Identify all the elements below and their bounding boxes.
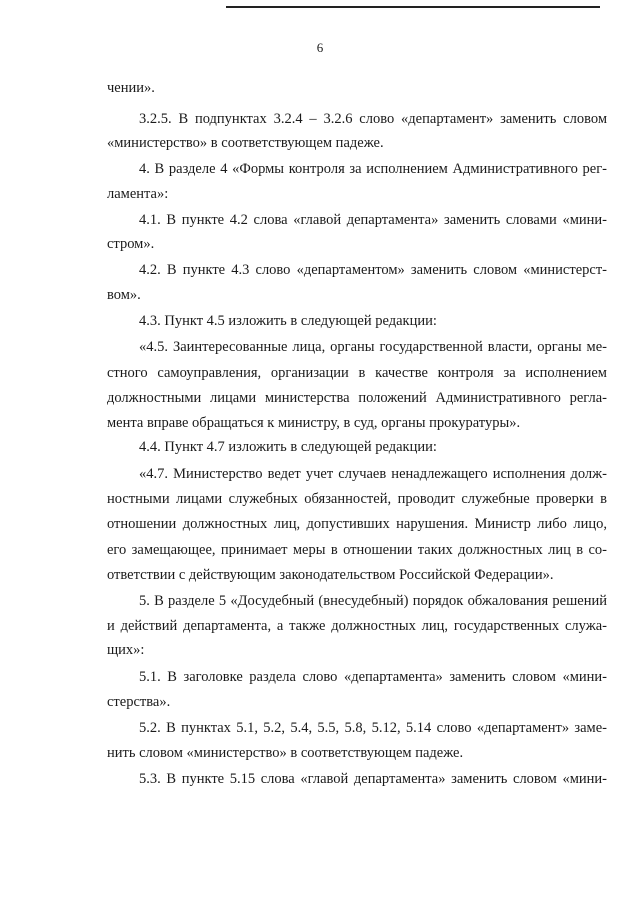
text-line: 5.1. В заголовке раздела слово «департамента» заменить словом «мини-: [139, 669, 607, 685]
text-line: «министерство» в соответствующем падеже.: [107, 135, 384, 151]
text-line: стром».: [107, 236, 155, 252]
text-line: нить словом «министерство» в соответствующем падеже.: [107, 745, 464, 761]
text-line: стерства».: [107, 694, 171, 710]
text-line: 4.1. В пункте 4.2 слова «главой департамента» заменить словами «мини-: [139, 212, 607, 228]
text-line: 4.3. Пункт 4.5 изложить в следующей редакции:: [139, 313, 437, 329]
text-line: 3.2.5. В подпунктах 3.2.4 – 3.2.6 слово «департамент» заменить словом: [139, 111, 607, 127]
text-line: щих»:: [107, 642, 145, 658]
text-line: отношении должностных лиц, допустивших нарушения. Министр либо лицо,: [107, 516, 607, 532]
text-line: 4. В разделе 4 «Формы контроля за исполнением Административного рег-: [139, 161, 607, 177]
text-line: должностными лицами министерства положений Административного регла-: [107, 390, 607, 406]
text-line: 5.2. В пунктах 5.1, 5.2, 5.4, 5.5, 5.8, 5.12, 5.14 слово «департамент» заме-: [139, 720, 607, 736]
text-line: 5.3. В пункте 5.15 слова «главой департамента» заменить словом «мини-: [139, 771, 607, 787]
text-line: ностными лицами служебных обязанностей, проводит служебные проверки в: [107, 491, 607, 507]
text-line: стного самоуправления, организации в качестве контроля за исполнением: [107, 365, 607, 381]
text-line: 4.2. В пункте 4.3 слово «департаментом» заменить словом «министерст-: [139, 262, 607, 278]
text-line: ламента»:: [107, 186, 169, 202]
text-line: 5. В разделе 5 «Досудебный (внесудебный) порядок обжалования решений: [139, 593, 607, 609]
text-line: «4.7. Министерство ведет учет случаев ненадлежащего исполнения долж-: [139, 466, 607, 482]
page-number: 6: [316, 40, 324, 55]
top-rule: [226, 6, 600, 8]
text-line: вом».: [107, 287, 141, 303]
text-line: 4.4. Пункт 4.7 изложить в следующей редакции:: [139, 439, 437, 455]
text-line: мента вправе обращаться к министру, в суд, органы прокуратуры».: [107, 415, 521, 431]
text-line: ответствии с действующим законодательством Российской Федерации».: [107, 567, 554, 583]
text-line: чении».: [107, 80, 155, 96]
text-line: его замещающее, принимает меры в отношении таких должностных лиц в со-: [107, 542, 607, 558]
text-line: «4.5. Заинтересованные лица, органы государственной власти, органы ме-: [139, 339, 607, 355]
text-line: и действий департамента, а также должностных лиц, государственных служа-: [107, 618, 607, 634]
